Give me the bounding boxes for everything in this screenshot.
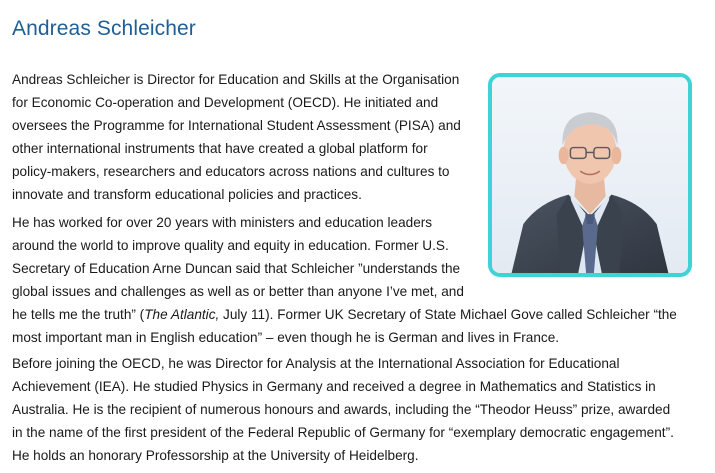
citation-suffix: July 11). Former UK Secretary of State Michael Gove called Schleicher “the xyxy=(219,307,677,322)
publication-name: The Atlantic, xyxy=(144,307,220,322)
bio-line: other international instruments that have created a global platform for xyxy=(12,141,428,156)
bio-line: He has worked for over 20 years with ministers and education leaders xyxy=(12,215,433,230)
bio-paragraph-2 xyxy=(12,211,712,349)
page-title: Andreas Schleicher xyxy=(12,17,196,40)
bio-paragraph-1 xyxy=(12,68,482,206)
bio-line: Achievement (IEA). He studied Physics in Germany and received a degree in Mathematics and Statistics in xyxy=(12,379,656,394)
bio-line: around the world to improve quality and equity in education. Former U.S. xyxy=(12,238,449,253)
bio-line: most important man in English education” – even though he is German and lives in France. xyxy=(12,330,560,345)
bio-line: in the name of the first president of the Federal Republic of Germany for “exemplary democratic engagement”. xyxy=(12,425,674,440)
bio-line: Andreas Schleicher is Director for Education and Skills at the Organisation xyxy=(12,72,460,87)
bio-line: innovate and transform educational policies and practices. xyxy=(12,187,362,202)
bio-line: global issues and challenges as well as or better than anyone I’ve met, and xyxy=(12,284,464,299)
bio-line: Secretary of Education Arne Duncan said that Schleicher ”understands the xyxy=(12,261,461,276)
bio-line: oversees the Programme for International Student Assessment (PISA) and xyxy=(12,118,461,133)
bio-line-citation xyxy=(12,303,712,326)
bio-paragraph-3 xyxy=(12,352,712,467)
bio-line: policy-makers, researchers and educators across nations and cultures to xyxy=(12,164,450,179)
citation-prefix: he tells me the truth” ( xyxy=(12,307,145,322)
bio-line: for Economic Co-operation and Development (OECD). He initiated and xyxy=(12,95,439,110)
bio-line: Before joining the OECD, he was Director for Analysis at the International Association for Educational xyxy=(12,356,620,371)
bio-line: He holds an honorary Professorship at the University of Heidelberg. xyxy=(12,448,419,463)
bio-line: Australia. He is the recipient of numerous honours and awards, including the “Theodor Heuss” prize, awarded xyxy=(12,402,671,417)
